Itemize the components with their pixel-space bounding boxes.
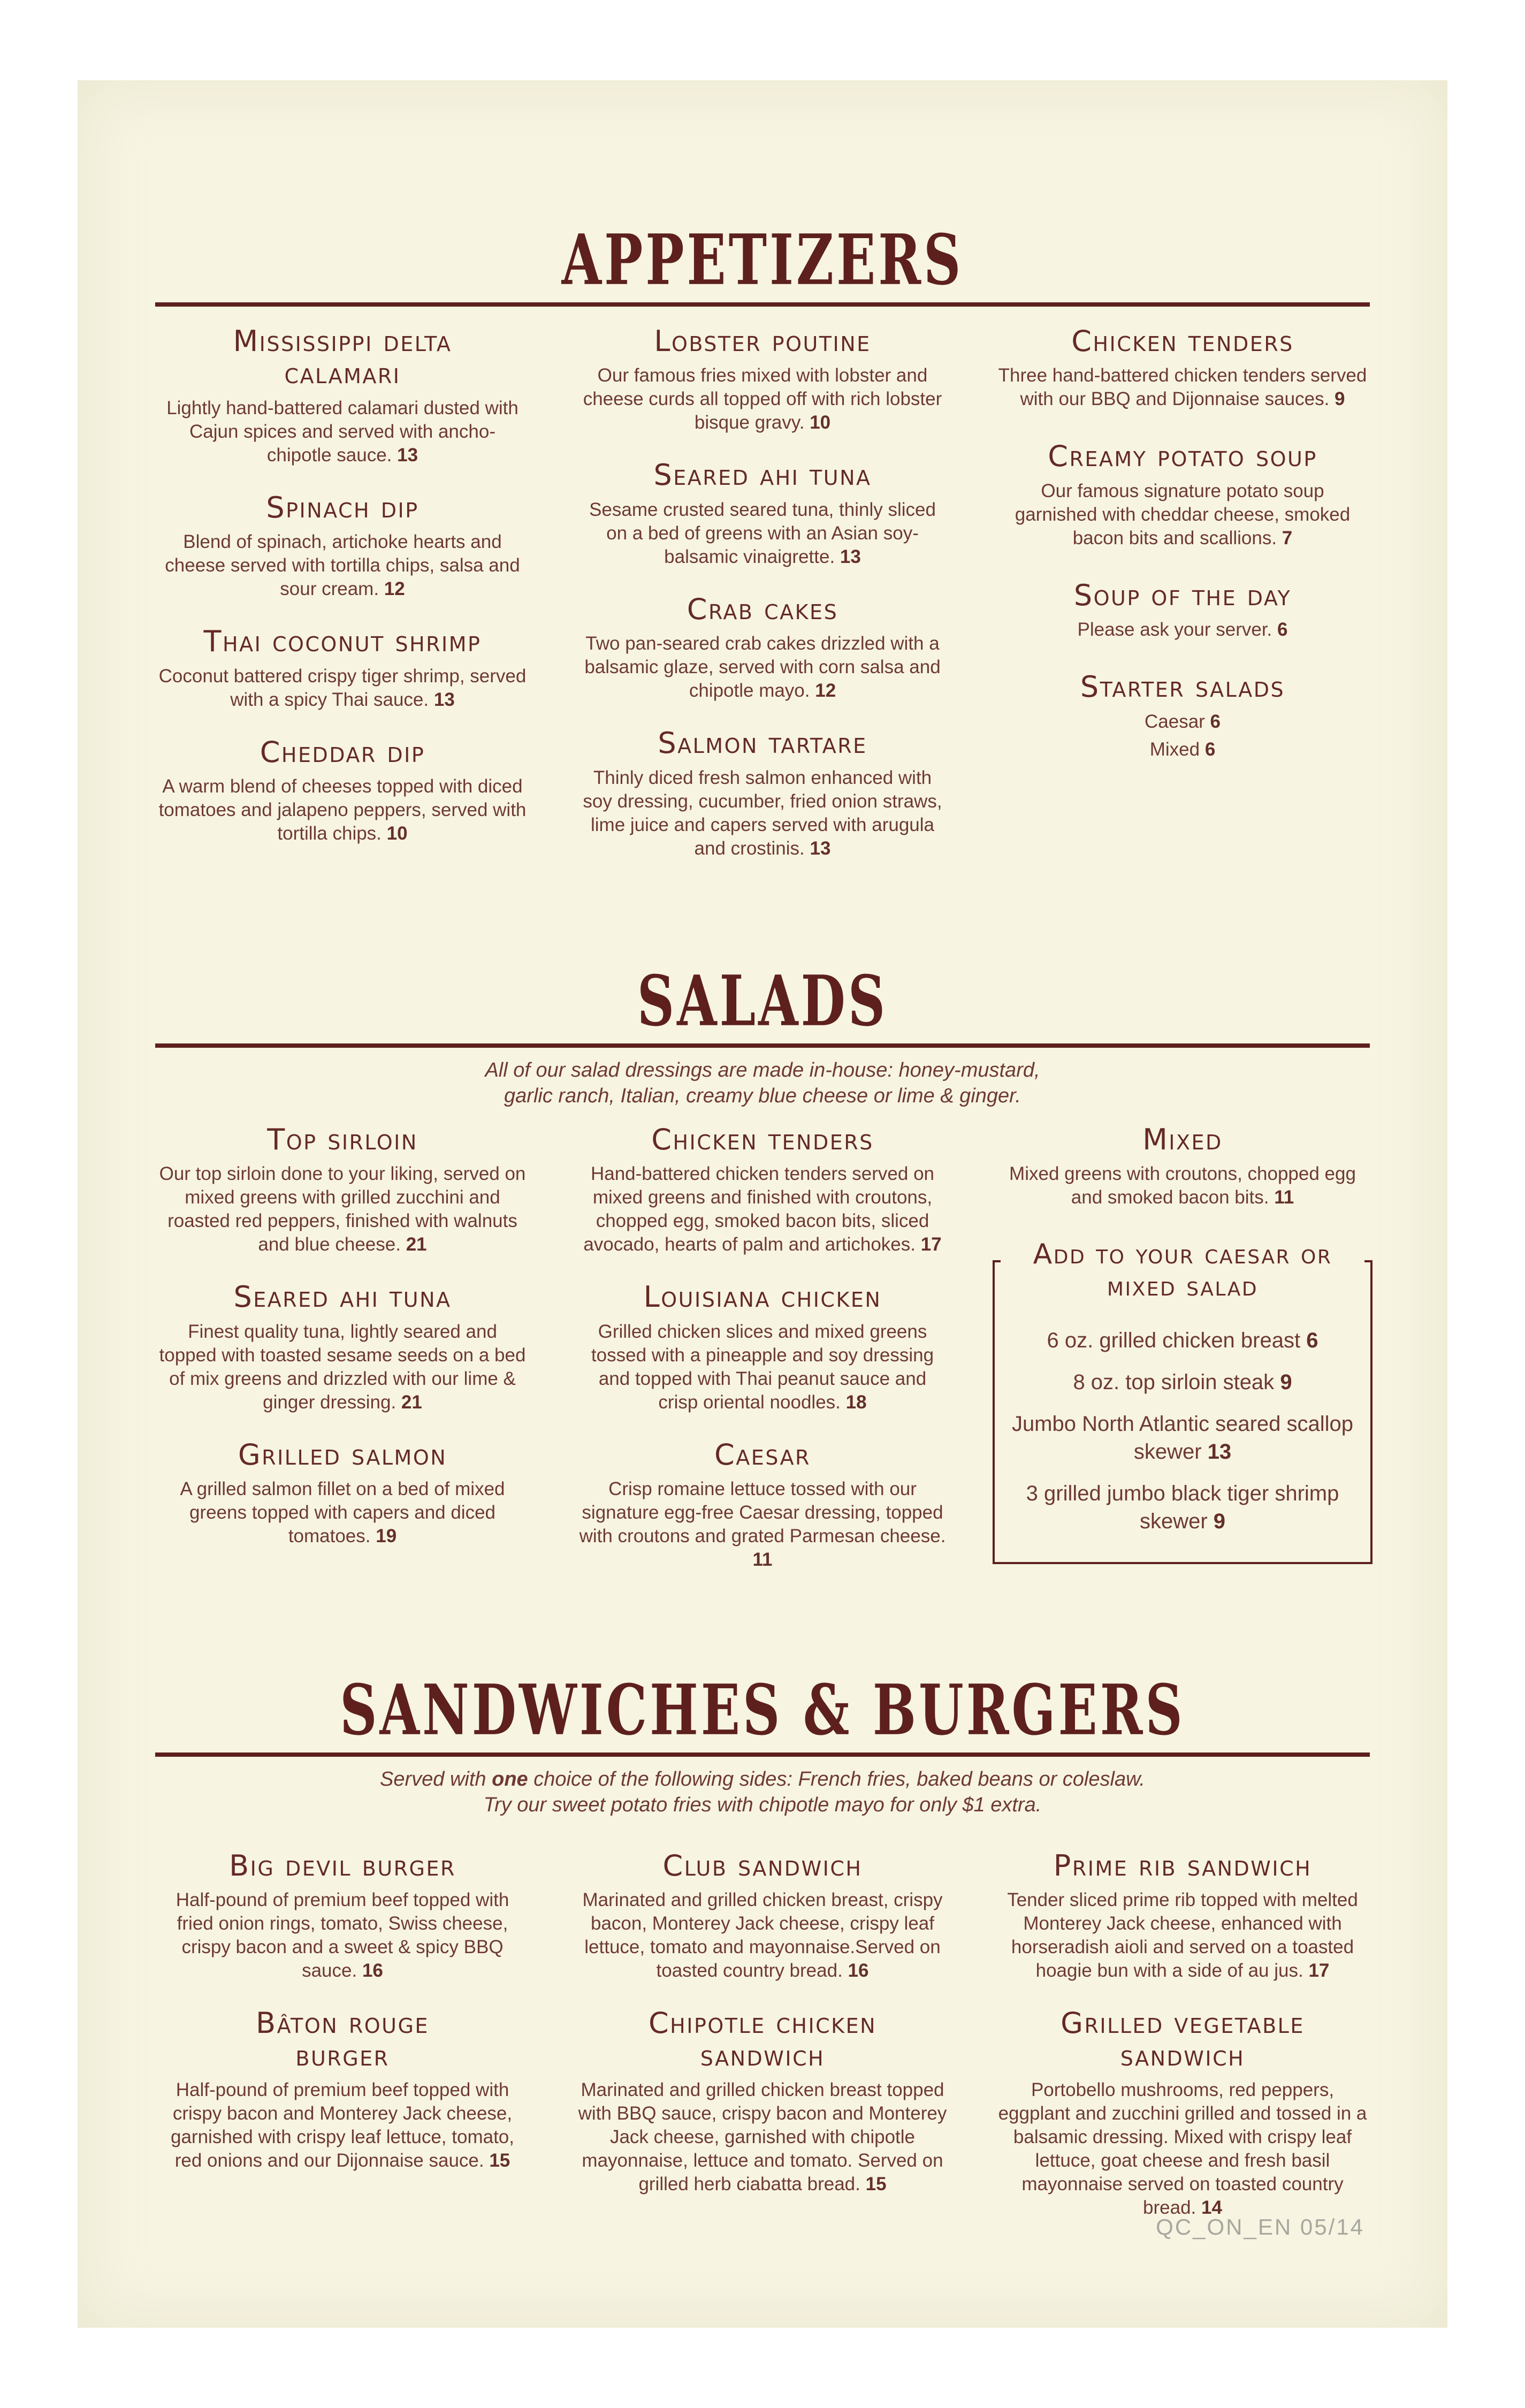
item-name: Lobster poutine (654, 324, 871, 358)
item-name: Top sirloin (267, 1123, 418, 1156)
item-name: Crab cakes (687, 592, 838, 626)
item-desc-text: Our famous signature potato soup garnished with cheddar cheese, smoked bacon bits and scallions. (1015, 480, 1351, 548)
item-name: Grilled salmon (238, 1437, 447, 1472)
menu-item (573, 1439, 952, 1572)
option-price: 6 (1210, 711, 1221, 732)
sandwiches-column-2 (573, 1850, 952, 2244)
menu-item (993, 671, 1372, 761)
menu-item (573, 325, 952, 435)
menu-item (573, 459, 952, 568)
item-desc-text: Sesame crusted seared tuna, thinly sliced on a bed of greens with an Asian soy-balsamic vinaigrette. (589, 499, 936, 567)
item-price: 13 (433, 689, 455, 710)
starter-salad-option (998, 710, 1367, 734)
item-desc-text: Our famous fries mixed with lobster and cheese curds all topped off with rich lobster bisque gravy. (583, 365, 942, 433)
item-description (578, 632, 947, 703)
item-desc-text: Tender sliced prime rib topped with melted Monterey Jack cheese, enhanced with horseradish aioli and served on a toasted hoagie bun with a side of au jus. (1007, 1889, 1358, 1982)
menu-item (993, 580, 1372, 642)
item-price: 16 (848, 1960, 869, 1982)
addon-item (1011, 1368, 1354, 1396)
item-description (578, 364, 947, 435)
item-name: Mixed (1142, 1123, 1223, 1156)
option-label: Caesar (1144, 711, 1205, 732)
item-name: Seared ahi tuna (653, 458, 872, 492)
menu-item (993, 2007, 1372, 2220)
addon-label: 8 oz. top sirloin steak (1073, 1370, 1275, 1394)
item-price: 11 (1274, 1187, 1294, 1208)
salad-addons-box (993, 1238, 1372, 1564)
item-desc-text: Mixed greens with croutons, chopped egg and smoked bacon bits. (1009, 1163, 1356, 1208)
menu-item (993, 440, 1372, 550)
item-name: Thai coconut shrimp (203, 624, 482, 659)
item-name: Grilled vegetable sandwich (1061, 2006, 1305, 2072)
item-desc-text: Crisp romaine lettuce tossed with our signature egg-free Caesar dressing, topped with croutons and grated Parmesan cheese. (579, 1479, 946, 1547)
item-desc-text: A grilled salmon fillet on a bed of mixed greens topped with capers and diced tomatoes. (180, 1479, 505, 1547)
item-desc-text: Blend of spinach, artichoke hearts and cheese served with tortilla chips, salsa and sour cream. (165, 531, 520, 600)
appetizers-column-2 (573, 325, 952, 885)
salad-addons-title: Add to your caesar or mixed salad (1001, 1239, 1364, 1303)
sandwiches-note-bold: one (492, 1768, 528, 1790)
item-description (998, 479, 1367, 550)
sandwiches-title: SANDWICHES & BURGERS (340, 1669, 1185, 1751)
item-description (998, 364, 1367, 411)
item-desc-text: Half-pound of premium beef topped with crispy bacon and Monterey Jack cheese, garnished with crispy leaf lettuce, tomato, red onions and our Dijonnaise sauce. (171, 2079, 514, 2171)
menu-item (152, 1281, 532, 1414)
item-desc-text: Marinated and grilled chicken breast topped with BBQ sauce, crispy bacon and Monterey Jack cheese, garnished with chipotle mayonnaise, lettuce and tomato. Served on grilled herb ciabatta bread. (578, 2079, 947, 2195)
menu-item (152, 1850, 532, 1983)
section-divider (155, 302, 1370, 307)
item-desc-text: Two pan-seared crab cakes drizzled with a balsamic glaze, served with corn salsa and chipotle mayo. (584, 633, 941, 702)
item-desc-text: Marinated and grilled chicken breast, crispy bacon, Monterey Jack cheese, crispy leaf lettuce, tomato and mayonnaise.Served on toasted country bread. (582, 1889, 943, 1982)
option-label: Mixed (1149, 738, 1200, 760)
option-price: 6 (1204, 738, 1216, 760)
item-desc-text: Coconut battered crispy tiger shrimp, served with a spicy Thai sauce. (158, 665, 527, 710)
item-name: Chicken tenders (1071, 324, 1294, 358)
menu-item (573, 2007, 952, 2196)
sandwiches-column-1 (152, 1850, 532, 2244)
item-desc-text: Thinly diced fresh salmon enhanced with soy dressing, cucumber, fried onion straws, lime juice and capers served with arugula and crostinis. (583, 767, 942, 859)
item-price: 10 (810, 412, 831, 433)
item-name: Caesar (714, 1437, 811, 1472)
item-description (998, 2078, 1367, 2220)
item-description (158, 1162, 527, 1256)
item-description (578, 498, 947, 569)
item-description (998, 1162, 1367, 1209)
appetizers-column-1 (152, 325, 532, 885)
item-description (578, 1162, 947, 1256)
appetizers-title: APPETIZERS (561, 219, 964, 301)
menu-item (993, 325, 1372, 411)
menu-item (152, 626, 532, 711)
item-name: Prime rib sandwich (1053, 1849, 1312, 1883)
menu-item (152, 1124, 532, 1256)
item-name: Soup of the day (1073, 578, 1292, 612)
section-divider (155, 1043, 1370, 1048)
menu-item (573, 727, 952, 860)
item-description (998, 618, 1367, 642)
item-price: 14 (1201, 2197, 1222, 2219)
item-desc-text: Our top sirloin done to your liking, served on mixed greens with grilled zucchini and roasted red peppers, finished with walnuts and blue cheese. (159, 1163, 526, 1255)
item-price: 7 (1282, 527, 1293, 548)
addon-price: 9 (1213, 1510, 1226, 1534)
item-price: 13 (840, 546, 861, 567)
item-name: Louisiana chicken (643, 1280, 882, 1314)
item-price: 19 (376, 1526, 397, 1547)
item-name: Starter salads (1080, 670, 1285, 704)
item-price: 15 (489, 2150, 510, 2171)
item-name: Creamy potato soup (1048, 439, 1317, 474)
salads-columns (152, 1124, 1372, 1596)
sandwiches-column-3 (993, 1850, 1372, 2244)
addon-price: 9 (1280, 1370, 1292, 1394)
sandwiches-note (308, 1766, 1217, 1818)
footer-code: QC_ON_EN 05/14 (1156, 2214, 1364, 2239)
item-description (158, 775, 527, 845)
item-price: 13 (810, 837, 831, 859)
item-description (578, 1477, 947, 1572)
addon-price: 6 (1306, 1329, 1318, 1353)
item-name: Bâton rouge burger (256, 2006, 429, 2072)
salads-column-1 (152, 1124, 532, 1596)
item-price: 15 (865, 2174, 887, 2195)
addon-price: 13 (1207, 1440, 1232, 1464)
item-description (158, 2078, 527, 2173)
item-desc-text: Please ask your server. (1077, 619, 1272, 641)
item-price: 11 (752, 1549, 773, 1571)
item-name: Seared ahi tuna (233, 1280, 452, 1314)
menu-item (152, 736, 532, 845)
section-divider (155, 1752, 1370, 1757)
item-price: 9 (1335, 388, 1345, 410)
addon-item (1011, 1327, 1354, 1354)
item-price: 18 (845, 1391, 867, 1413)
menu-item (573, 1850, 952, 1983)
item-description (578, 2078, 947, 2196)
item-description (998, 1888, 1367, 1983)
salads-note (308, 1057, 1217, 1109)
item-name: Spinach dip (266, 490, 419, 524)
sandwiches-note-pre: Served with (380, 1768, 486, 1790)
item-price: 10 (386, 823, 408, 844)
menu-item (152, 325, 532, 467)
menu-item (152, 492, 532, 601)
item-name: Cheddar dip (260, 735, 425, 769)
appetizers-columns (152, 325, 1372, 885)
item-price: 12 (384, 578, 405, 600)
menu-item (573, 1124, 952, 1256)
item-price: 6 (1277, 619, 1288, 641)
item-description (158, 1888, 527, 1983)
sandwiches-columns (152, 1850, 1372, 2244)
item-price: 13 (397, 444, 418, 466)
salads-column-2 (573, 1124, 952, 1596)
item-price: 21 (401, 1391, 422, 1413)
item-description (158, 397, 527, 467)
item-description (578, 1320, 947, 1414)
item-price: 17 (920, 1234, 942, 1255)
item-price: 21 (406, 1234, 427, 1255)
menu-item (152, 2007, 532, 2173)
section-sandwiches (0, 1669, 1525, 2244)
addon-item (1011, 1410, 1354, 1466)
item-desc-text: Finest quality tuna, lightly seared and topped with toasted sesame seeds on a bed of mix greens and drizzled with our lime & ginger dressing. (159, 1321, 526, 1413)
menu-item (573, 1281, 952, 1414)
item-desc-text: Portobello mushrooms, red peppers, eggplant and zucchini grilled and tossed in a balsamic dressing. Mixed with crispy leaf lettuce, goat cheese and fresh basil mayonnaise served on toasted country bread. (998, 2079, 1367, 2219)
item-description (158, 665, 527, 712)
item-description (158, 1477, 527, 1548)
item-desc-text: Lightly hand-battered calamari dusted with Cajun spices and served with ancho-chipotle sauce. (166, 397, 518, 466)
addon-item (1011, 1480, 1354, 1535)
item-description (158, 530, 527, 601)
item-desc-text: Three hand-battered chicken tenders served with our BBQ and Dijonnaise sauces. (998, 365, 1367, 410)
menu-item (152, 1439, 532, 1548)
addon-label: 3 grilled jumbo black tiger shrimp skewer (1026, 1482, 1339, 1534)
menu-item (573, 593, 952, 703)
item-price: 12 (815, 680, 836, 702)
item-description (578, 766, 947, 860)
menu-item (993, 1124, 1372, 1209)
salads-note-line1: All of our salad dressings are made in-house: honey-mustard, (485, 1059, 1040, 1081)
item-name: Mississippi delta calamari (233, 324, 452, 391)
appetizers-column-3 (993, 325, 1372, 885)
item-desc-text: Half-pound of premium beef topped with fried onion rings, tomato, Swiss cheese, crispy bacon and a sweet & spicy BBQ sauce. (176, 1889, 509, 1982)
menu-item (993, 1850, 1372, 1983)
item-name: Chicken tenders (651, 1123, 874, 1156)
item-desc-text: Grilled chicken slices and mixed greens tossed with a pineapple and soy dressing and topped with Thai peanut sauce and crisp oriental noodles. (591, 1321, 934, 1413)
item-name: Club sandwich (662, 1849, 863, 1883)
item-description (158, 1320, 527, 1414)
item-description (578, 1888, 947, 1983)
sandwiches-note-line2: Try our sweet potato fries with chipotle mayo for only $1 extra. (483, 1794, 1042, 1816)
addon-label: Jumbo North Atlantic seared scallop skewer (1011, 1412, 1354, 1464)
item-desc-text: Hand-battered chicken tenders served on mixed greens and finished with croutons, chopped egg, smoked bacon bits, sliced avocado, hearts of palm and artichokes. (583, 1163, 935, 1255)
salads-column-3 (993, 1124, 1372, 1596)
salads-note-line2: garlic ranch, Italian, creamy blue cheese or lime & ginger. (504, 1085, 1021, 1107)
section-salads (0, 960, 1525, 1596)
item-price: 17 (1308, 1960, 1330, 1982)
item-name: Big devil burger (229, 1849, 456, 1883)
sandwiches-note-post: choice of the following sides: French fries, baked beans or coleslaw. (533, 1768, 1145, 1790)
addon-label: 6 oz. grilled chicken breast (1047, 1329, 1301, 1353)
section-appetizers (0, 219, 1525, 885)
item-price: 16 (362, 1960, 383, 1982)
item-name: Salmon tartare (658, 726, 867, 760)
salads-title: SALADS (637, 960, 888, 1042)
item-desc-text: A warm blend of cheeses topped with diced tomatoes and jalapeno peppers, served with tortilla chips. (158, 776, 527, 844)
item-name: Chipotle chicken sandwich (648, 2006, 877, 2072)
starter-salad-option (998, 738, 1367, 761)
